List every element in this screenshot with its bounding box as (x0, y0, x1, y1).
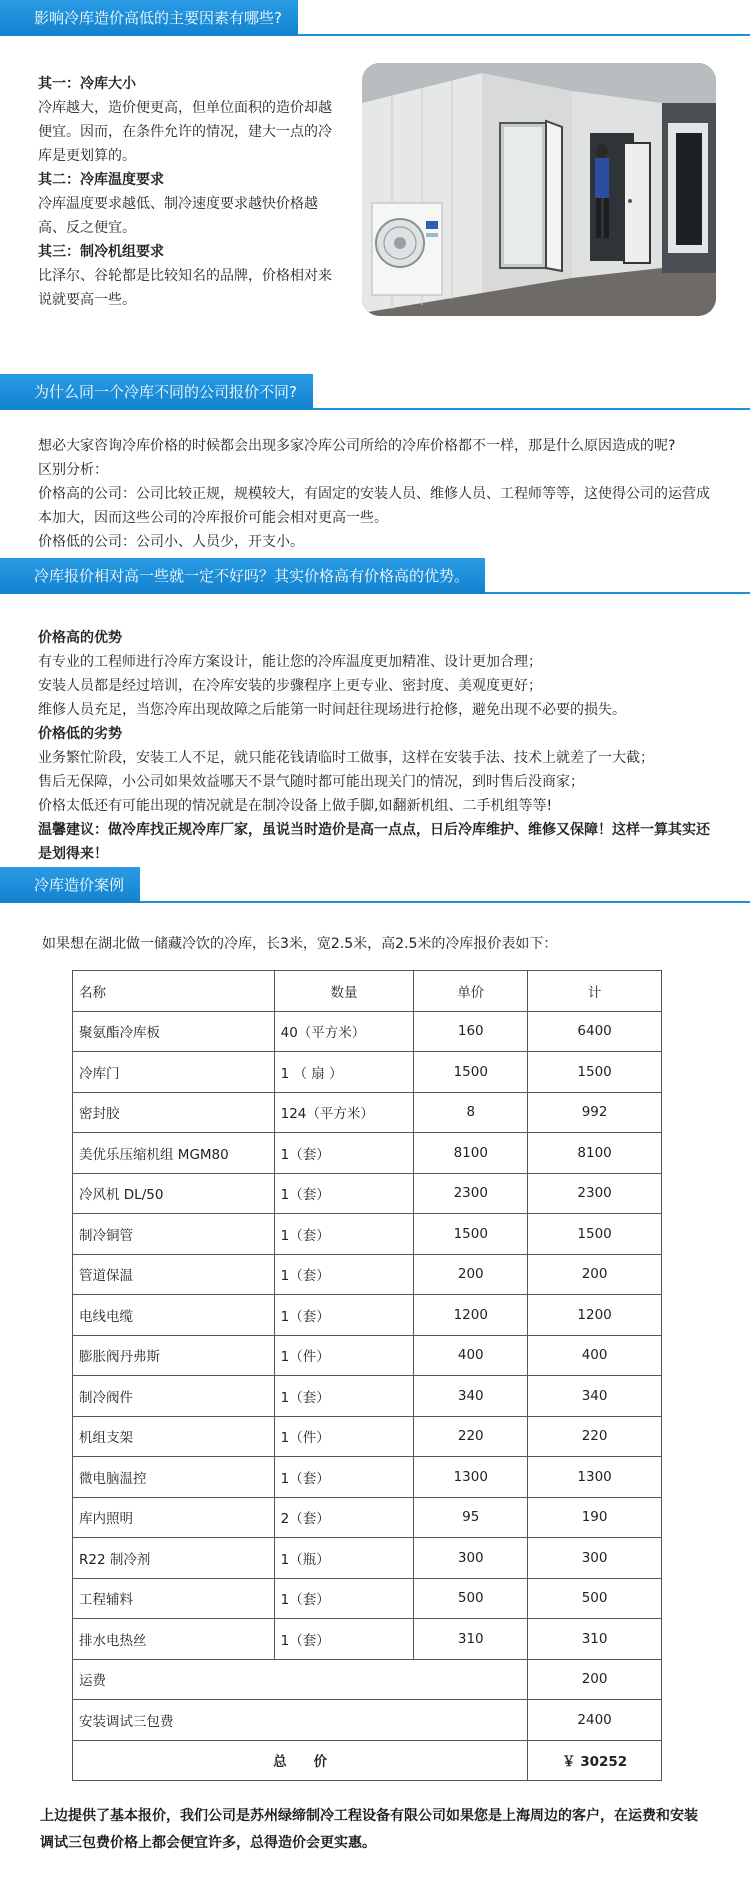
table-row (73, 1416, 662, 1457)
cell-price: 1500 (414, 1052, 528, 1093)
cell-qty: 1（瓶） (274, 1538, 414, 1579)
section-title: 为什么同一个冷库不同的公司报价不同? (0, 374, 313, 410)
section-header-advantages (0, 558, 750, 594)
cell-total: 1200 (528, 1295, 662, 1336)
section-header-quote-diff (0, 374, 750, 410)
cell-total: 2400 (528, 1700, 662, 1741)
cell-price: 310 (414, 1619, 528, 1660)
cell-price: 95 (414, 1497, 528, 1538)
header-cell: 单价 (414, 971, 528, 1012)
cell-total: 6400 (528, 1011, 662, 1052)
cell-qty: 40（平方米） (274, 1011, 414, 1052)
paragraph: 维修人员充足，当您冷库出现故障之后能第一时间赶往现场进行抢修，避免出现不必要的损失。 (38, 702, 626, 718)
factor-title: 其三：制冷机组要求 (38, 244, 164, 260)
cell-name: 密封胶 (73, 1092, 275, 1133)
section-case (0, 903, 750, 1857)
cell-name: 排水电热丝 (73, 1619, 275, 1660)
cell-name: R22 制冷剂 (73, 1538, 275, 1579)
tip-text: 温馨建议：做冷库找正规冷库厂家，虽说当时造价是高一点点，日后冷库维护、维修又保障！这样一算其实还是划得来！ (38, 822, 710, 862)
cell-name: 电线电缆 (73, 1295, 275, 1336)
cell-name: 机组支架 (73, 1416, 275, 1457)
cell-total: 300 (528, 1538, 662, 1579)
table-header-row (73, 971, 662, 1012)
table-row-extra (73, 1700, 662, 1741)
cell-name: 管道保温 (73, 1254, 275, 1295)
cell-price: 1300 (414, 1457, 528, 1498)
table-row (73, 1376, 662, 1417)
paragraph: 价格低的公司：公司小、人员少，开支小。 (38, 534, 304, 550)
cell-total: 500 (528, 1578, 662, 1619)
table-row (73, 1457, 662, 1498)
cell-qty: 2（套） (274, 1497, 414, 1538)
section-quote-diff (0, 410, 750, 558)
cell-total: 310 (528, 1619, 662, 1660)
cell-price: 200 (414, 1254, 528, 1295)
cold-storage-room-photo (362, 63, 716, 316)
cell-price: 8 (414, 1092, 528, 1133)
header-cell: 数量 (274, 971, 414, 1012)
table-row (73, 1538, 662, 1579)
disadvantages-title: 价格低的劣势 (38, 726, 122, 742)
table-row (73, 1254, 662, 1295)
factor-title: 其一：冷库大小 (38, 76, 136, 92)
cell-qty: 1（套） (274, 1619, 414, 1660)
table-row (73, 1295, 662, 1336)
cell-price: 8100 (414, 1133, 528, 1174)
cell-name: 工程辅料 (73, 1578, 275, 1619)
cell-name: 微电脑温控 (73, 1457, 275, 1498)
cell-qty: 1（件） (274, 1416, 414, 1457)
cell-price: 2300 (414, 1173, 528, 1214)
table-row (73, 1092, 662, 1133)
cell-total: 220 (528, 1416, 662, 1457)
cell-qty: 1（套） (274, 1295, 414, 1336)
table-row (73, 1173, 662, 1214)
cell-qty: 1（套） (274, 1376, 414, 1417)
cell-total: 400 (528, 1335, 662, 1376)
cell-qty: 124（平方米） (274, 1092, 414, 1133)
paragraph: 区别分析： (38, 462, 108, 478)
factor-body: 冷库越大，造价便更高，但单位面积的造价却越便宜。因而，在条件允许的情况，建大一点的冷库是更划算的。 (38, 100, 332, 164)
header-cell: 名称 (73, 971, 275, 1012)
cell-total: 190 (528, 1497, 662, 1538)
cell-name: 美优乐压缩机组 MGM80 (73, 1133, 275, 1174)
cell-qty: 1（件） (274, 1335, 414, 1376)
cell-name: 冷库门 (73, 1052, 275, 1093)
cell-total: 1500 (528, 1214, 662, 1255)
cell-qty: 1（套） (274, 1457, 414, 1498)
cell-name: 安装调试三包费 (73, 1700, 528, 1741)
cell-qty: 1（套） (274, 1254, 414, 1295)
grand-total-label: 总 价 (73, 1740, 528, 1781)
cell-name: 制冷阀件 (73, 1376, 275, 1417)
section-header-factors (0, 0, 750, 36)
advantages-title: 价格高的优势 (38, 630, 122, 646)
cell-price: 500 (414, 1578, 528, 1619)
cell-name: 膨胀阀丹弗斯 (73, 1335, 275, 1376)
advantages-text (0, 594, 750, 867)
table-row (73, 1497, 662, 1538)
cell-total: 340 (528, 1376, 662, 1417)
paragraph: 价格太低还有可能出现的情况就是在制冷设备上做手脚,如翻新机组、二手机组等等! (38, 798, 553, 814)
grand-total-value: ￥ 30252 (528, 1740, 662, 1781)
table-row (73, 1335, 662, 1376)
cell-total: 992 (528, 1092, 662, 1133)
cell-name: 制冷铜管 (73, 1214, 275, 1255)
cell-price: 300 (414, 1538, 528, 1579)
factor-body: 比泽尔、谷轮都是比较知名的品牌，价格相对来说就要高一些。 (38, 268, 332, 308)
factor-body: 冷库温度要求越低、制冷速度要求越快价格越高、反之便宜。 (38, 196, 318, 236)
cell-qty: 1（套） (274, 1214, 414, 1255)
paragraph: 安装人员都是经过培训，在冷库安装的步骤程序上更专业、密封度、美观度更好； (38, 678, 542, 694)
cell-total: 8100 (528, 1133, 662, 1174)
cell-price: 340 (414, 1376, 528, 1417)
cell-qty: 1（套） (274, 1173, 414, 1214)
cell-total: 200 (528, 1254, 662, 1295)
section-title: 影响冷库造价高低的主要因素有哪些? (0, 0, 298, 36)
cell-qty: 1（套） (274, 1578, 414, 1619)
cell-name: 运费 (73, 1659, 528, 1700)
quote-diff-text (0, 410, 750, 558)
cell-price: 400 (414, 1335, 528, 1376)
paragraph: 想必大家咨询冷库价格的时候都会出现多家冷库公司所给的冷库价格都不一样，那是什么原因造成的呢? (38, 438, 676, 454)
cell-name: 冷风机 DL/50 (73, 1173, 275, 1214)
cell-price: 1500 (414, 1214, 528, 1255)
closing-text: 上边提供了基本报价，我们公司是苏州绿缔制冷工程设备有限公司如果您是上海周边的客户，在运费和安装调试三包费价格上都会便宜许多，总得造价会更实惠。 (40, 1808, 698, 1851)
cell-price: 1200 (414, 1295, 528, 1336)
header-cell: 计 (528, 971, 662, 1012)
cell-total: 2300 (528, 1173, 662, 1214)
section-header-case (0, 867, 750, 903)
paragraph: 有专业的工程师进行冷库方案设计，能让您的冷库温度更加精准、设计更加合理； (38, 654, 542, 670)
cell-price: 160 (414, 1011, 528, 1052)
table-row (73, 1011, 662, 1052)
table-row-extra (73, 1659, 662, 1700)
table-row (73, 1133, 662, 1174)
cell-total: 200 (528, 1659, 662, 1700)
table-row (73, 1578, 662, 1619)
paragraph: 业务繁忙阶段，安装工人不足，就只能花钱请临时工做事，这样在安装手法、技术上就差了一大截； (38, 750, 654, 766)
section-title: 冷库造价案例 (0, 867, 140, 903)
section-factors (0, 36, 750, 374)
table-row-grand-total (73, 1740, 662, 1781)
case-intro: 如果想在湖北做一储藏冷饮的冷库，长3米，宽2.5米，高2.5米的冷库报价表如下： (42, 936, 558, 952)
cell-name: 库内照明 (73, 1497, 275, 1538)
table-row (73, 1619, 662, 1660)
section-advantages (0, 594, 750, 867)
paragraph: 价格高的公司：公司比较正规，规模较大，有固定的安装人员、维修人员、工程师等等，这使得公司的运营成本加大，因而这些公司的冷库报价可能会相对更高一些。 (38, 486, 710, 526)
quote-table (72, 970, 662, 1781)
table-row (73, 1052, 662, 1093)
factor-title: 其二：冷库温度要求 (38, 172, 164, 188)
paragraph: 售后无保障，小公司如果效益哪天不景气随时都可能出现关门的情况，到时售后没商家； (38, 774, 584, 790)
cell-total: 1500 (528, 1052, 662, 1093)
cell-price: 220 (414, 1416, 528, 1457)
factors-text (38, 72, 336, 312)
table-row (73, 1214, 662, 1255)
section-title: 冷库报价相对高一些就一定不好吗？其实价格高有价格高的优势。 (0, 558, 485, 594)
cell-total: 1300 (528, 1457, 662, 1498)
cell-qty: 1（套） (274, 1133, 414, 1174)
cell-qty: 1 （ 扇 ） (274, 1052, 414, 1093)
cell-name: 聚氨酯冷库板 (73, 1011, 275, 1052)
